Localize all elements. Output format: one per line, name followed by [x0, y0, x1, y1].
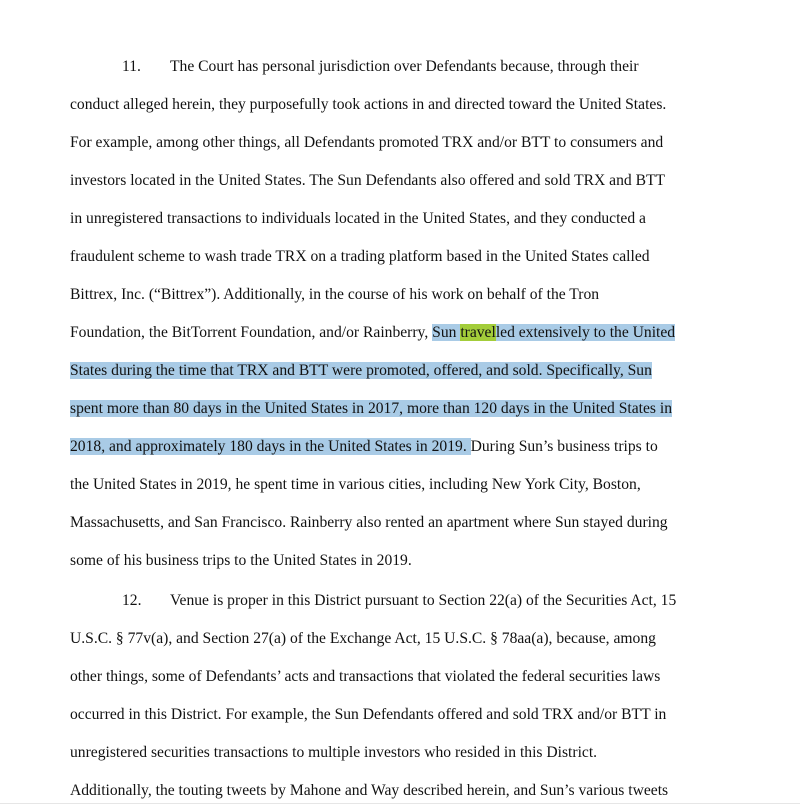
text-line: unregistered securities transactions to multiple investors who resided in this District.	[70, 744, 598, 761]
text-line-selected[interactable]	[70, 398, 672, 420]
paragraph-number-12: 12.	[122, 592, 142, 609]
text-line: the United States in 2019, he spent time in various cities, including New York City, Boston,	[70, 476, 641, 493]
text-line: in unregistered transactions to individuals located in the United States, and they conducted a	[70, 210, 646, 227]
text-line: occurred in this District. For example, the Sun Defendants offered and sold TRX and/or BTT in	[70, 706, 667, 723]
paragraph-12-line-1: 12. Venue is proper in this District pursuant to Section 22(a) of the Securities Act, 15	[122, 590, 676, 612]
page-bottom-divider	[0, 803, 800, 804]
text-line: Bittrex, Inc. (“Bittrex”). Additionally, in the course of his work on behalf of the Tron	[70, 286, 600, 303]
text-line-selection-start[interactable]: Foundation, the BitTorrent Foundation, and/or Rainberry, Sun travelled extensively to the United	[70, 324, 676, 341]
text-line: some of his business trips to the United States in 2019.	[70, 552, 412, 569]
text-line-selection-end[interactable]: 2018, and approximately 180 days in the United States in 2019. During Sun’s business trips to	[70, 438, 658, 455]
selected-text[interactable]: 2018, and approximately 180 days in the United States in 2019.	[70, 438, 471, 455]
search-highlight[interactable]: travel	[460, 324, 496, 341]
selected-text[interactable]: Sun	[432, 324, 461, 341]
selected-text[interactable]: States during the time that TRX and BTT were promoted, offered, and sold. Specifically, Sun	[70, 362, 652, 379]
text-line: other things, some of Defendants’ acts and transactions that violated the federal securities laws	[70, 668, 661, 685]
paragraph-11-line-1: 11. The Court has personal jurisdiction over Defendants because, through their	[122, 56, 639, 78]
text-line-selected[interactable]	[70, 360, 652, 382]
text-line: For example, among other things, all Defendants promoted TRX and/or BTT to consumers and	[70, 134, 664, 151]
text-line: conduct alleged herein, they purposefully took actions in and directed toward the United States.	[70, 96, 667, 113]
text-line: Additionally, the touting tweets by Mahone and Way described herein, and Sun’s various tweets	[70, 782, 669, 799]
text-line: investors located in the United States. The Sun Defendants also offered and sold TRX and BTT	[70, 172, 666, 189]
text-line: fraudulent scheme to wash trade TRX on a trading platform based in the United States called	[70, 248, 650, 265]
selected-text[interactable]: led extensively to the United	[495, 324, 676, 341]
text-line: Massachusetts, and San Francisco. Rainberry also rented an apartment where Sun stayed during	[70, 514, 668, 531]
paragraph-number-11: 11.	[122, 58, 141, 75]
selected-text[interactable]: spent more than 80 days in the United States in 2017, more than 120 days in the United States in	[70, 400, 672, 417]
text-line: U.S.C. § 77v(a), and Section 27(a) of the Exchange Act, 15 U.S.C. § 78aa(a), because, among	[70, 630, 656, 647]
